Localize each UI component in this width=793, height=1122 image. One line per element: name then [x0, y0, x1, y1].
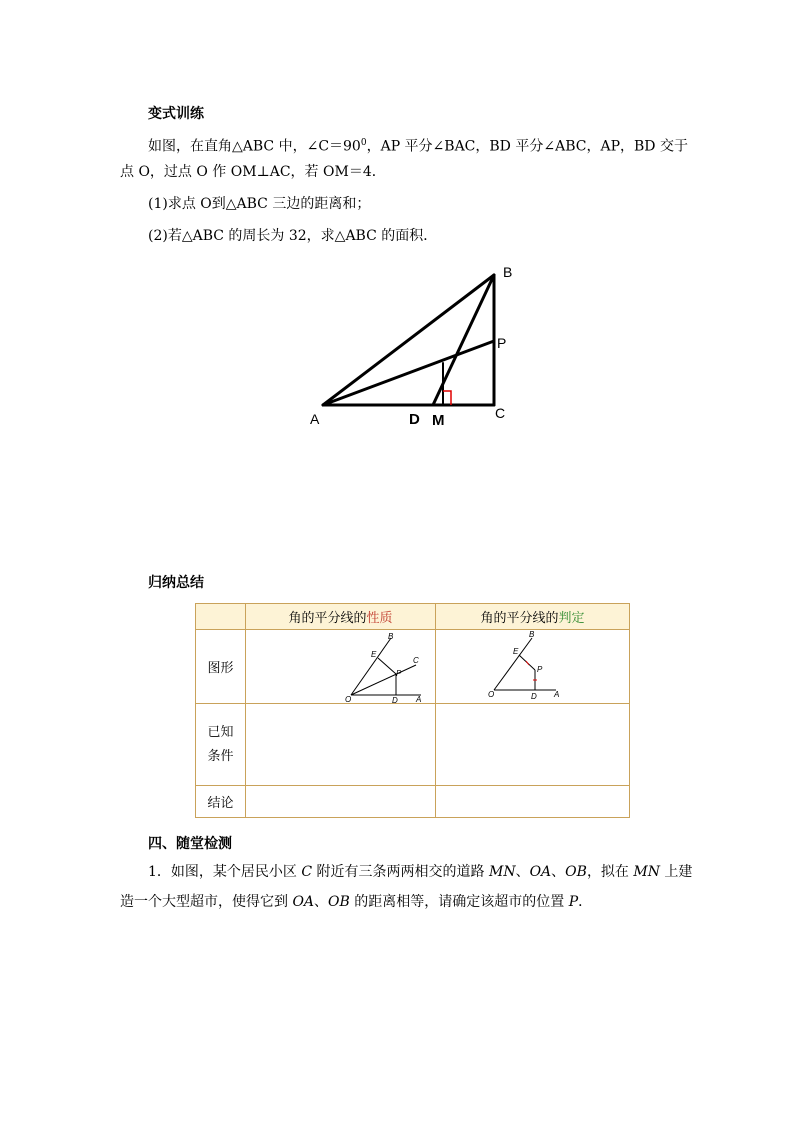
- section-heading-summary: 归纳总结: [148, 575, 204, 591]
- summary-table: [195, 603, 630, 818]
- fig2-label-o: O: [488, 690, 495, 699]
- figure-row-label: 图形: [196, 630, 246, 704]
- ray-ob: [351, 638, 391, 695]
- degree-sup: 0: [360, 138, 367, 148]
- figure-property-cell: [246, 630, 436, 704]
- label-m: M: [432, 412, 445, 429]
- known-criterion-cell: [436, 704, 630, 786]
- question-2: (2)若△ABC 的周长为 32，求△ABC 的面积．: [148, 228, 438, 244]
- figure-criterion-cell: [436, 630, 630, 704]
- table-header-row: [196, 604, 630, 630]
- fig2-label-p: P: [537, 665, 543, 674]
- ex1-l2-var-oa: OA: [292, 894, 315, 910]
- problem-line-1-post: ，AP 平分∠BAC，BD 平分∠ABC，AP，BD 交于: [366, 138, 688, 155]
- ex1-var-ob: OB: [565, 864, 587, 880]
- header-criterion-cell: [436, 604, 630, 630]
- question-1: (1)求点 O到△ABC 三边的距离和；: [148, 196, 371, 212]
- ex1-var-c: C: [301, 864, 313, 880]
- ex1-l2-var-ob: OB: [328, 894, 350, 910]
- known-conditions-row: [196, 704, 630, 786]
- fig2-label-d: D: [531, 692, 537, 701]
- header-criterion-highlight: 判定: [558, 611, 585, 626]
- triangle-figure: [0, 0, 793, 440]
- conclusion-criterion-cell: [436, 786, 630, 818]
- figure-row: [196, 630, 630, 704]
- ray-oc: [351, 665, 416, 695]
- problem-line-2: 点 O，过点 O 作 OM⊥AC，若 OM＝4．: [120, 164, 386, 180]
- section-heading-in-class-test: 四、随堂检测: [148, 836, 232, 852]
- ray-ob-2: [494, 638, 532, 690]
- fig1-label-c: C: [413, 656, 419, 665]
- ex1-var-mn-2: MN: [633, 864, 660, 880]
- conclusion-property-cell: [246, 786, 436, 818]
- fig2-label-b: B: [529, 630, 535, 639]
- label-a: A: [310, 411, 320, 427]
- header-property-highlight: 性质: [366, 611, 393, 626]
- fig1-label-p: P: [396, 669, 402, 678]
- exercise-1-line-2: [120, 888, 592, 917]
- exercise-1-line-1: [148, 858, 692, 887]
- ex1-l2-text-c: ．: [578, 894, 593, 910]
- label-c: C: [495, 405, 506, 421]
- ex1-l2-sep: 、: [314, 894, 329, 910]
- header-property-cell: [246, 604, 436, 630]
- header-property-pre: 角的平分线的: [288, 611, 367, 626]
- fig2-label-a: A: [554, 690, 560, 699]
- fig1-label-d: D: [392, 696, 398, 703]
- ex1-text-a: 1．如图，某个居民小区: [148, 864, 302, 880]
- side-ab: [323, 275, 494, 405]
- fig1-label-e: E: [371, 650, 377, 659]
- right-angle-mark: [443, 391, 451, 405]
- ex1-l2-text-a: 造一个大型超市，使得它到: [120, 894, 293, 910]
- known-label-line-2: 条件: [207, 748, 234, 764]
- fig1-label-b: B: [388, 632, 394, 641]
- fig1-label-o: O: [345, 695, 352, 703]
- problem-line-1-pre: 如图，在直角△ABC 中，∠C＝90: [148, 138, 361, 155]
- header-criterion-pre: 角的平分线的: [480, 611, 559, 626]
- known-label-line-1: 已知: [207, 724, 234, 740]
- ex1-sep-1: 、: [515, 864, 530, 880]
- equal-mark-pe: [526, 661, 529, 665]
- known-property-cell: [246, 704, 436, 786]
- ex1-text-d: 上建: [659, 864, 693, 880]
- fig1-label-a: A: [416, 695, 422, 703]
- ex1-text-c: ，拟在: [586, 864, 634, 880]
- ex1-l2-var-p: P: [568, 894, 579, 910]
- criterion-figure: [436, 630, 630, 703]
- conclusion-row: [196, 786, 630, 818]
- segment-pe: [378, 658, 396, 674]
- section-heading-variant-training: 变式训练: [148, 106, 204, 122]
- property-figure: [246, 630, 436, 703]
- conclusion-label: 结论: [196, 786, 246, 818]
- fig2-label-e: E: [513, 647, 519, 656]
- header-corner-cell: [196, 604, 246, 630]
- ex1-var-mn: MN: [488, 864, 516, 880]
- known-conditions-label: [196, 704, 246, 786]
- label-p: P: [497, 335, 507, 351]
- ex1-sep-2: 、: [551, 864, 566, 880]
- label-b: B: [503, 264, 513, 280]
- ex1-text-b: 附近有三条两两相交的道路: [312, 864, 489, 880]
- ex1-var-oa: OA: [529, 864, 552, 880]
- bisector-ap: [323, 341, 494, 405]
- label-d: D: [409, 411, 420, 428]
- ex1-l2-text-b: 的距离相等，请确定该超市的位置: [349, 894, 569, 910]
